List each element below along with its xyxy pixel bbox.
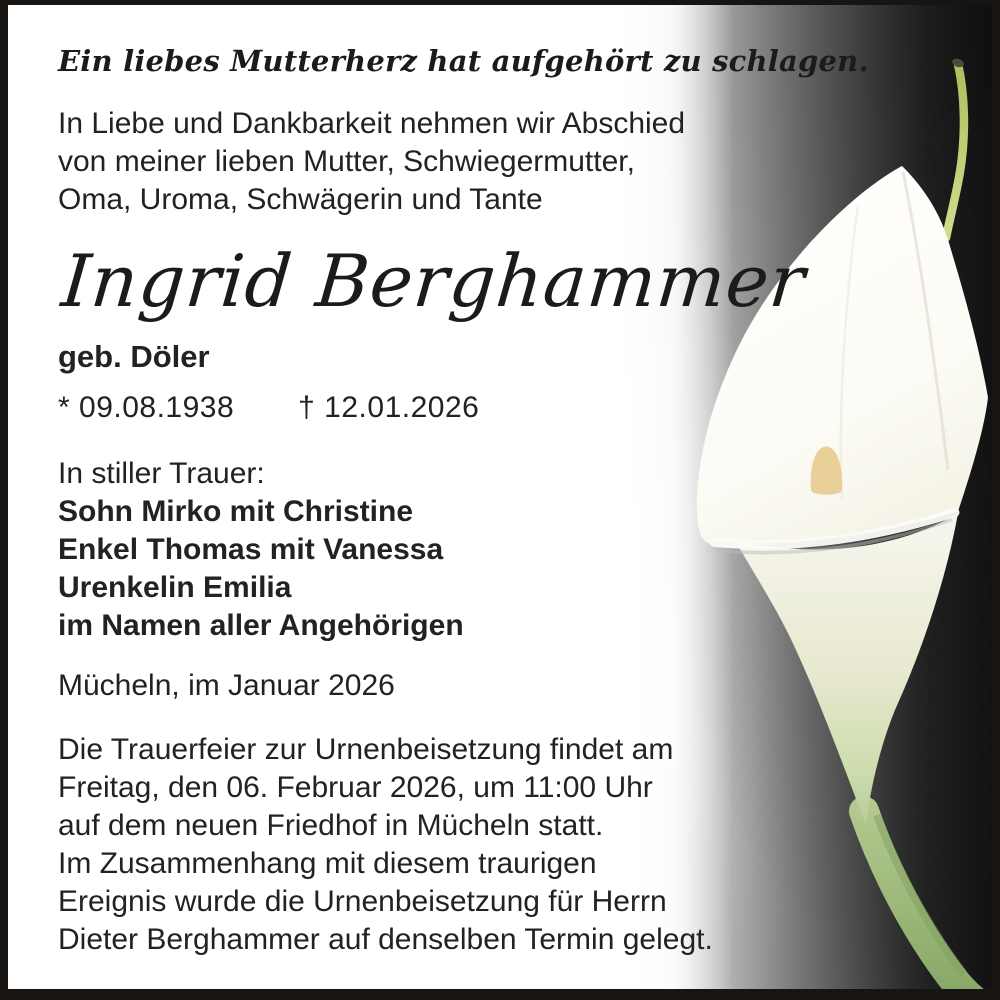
notice-paper (8, 5, 992, 989)
intro-line: In Liebe und Dankbarkeit nehmen wir Abschied (58, 107, 686, 140)
epitaph: Ein liebes Mutterherz hat aufgehört zu schlagen. (58, 44, 869, 78)
funeral-line: auf dem neuen Friedhof in Mücheln statt. (58, 809, 604, 842)
deceased-name: Ingrid Berghammer (58, 239, 809, 323)
maiden-name: geb. Döler (58, 339, 210, 374)
intro-text (58, 105, 992, 219)
notice-content (8, 5, 992, 959)
funeral-line: Freitag, den 06. Februar 2026, um 11:00 Uhr (58, 771, 653, 804)
intro-line: von meiner lieben Mutter, Schwiegermutter, (58, 145, 635, 178)
place-date: Mücheln, im Januar 2026 (58, 669, 395, 702)
funeral-info (58, 731, 992, 959)
funeral-line: Ereignis wurde die Urnenbeisetzung für Herrn (58, 885, 667, 918)
funeral-line: Im Zusammenhang mit diesem traurigen (58, 847, 597, 880)
funeral-line: Dieter Berghammer auf denselben Termin gelegt. (58, 923, 713, 956)
mourners-list (58, 493, 992, 645)
intro-line: Oma, Uroma, Schwägerin und Tante (58, 183, 543, 216)
death-date: † 12.01.2026 (298, 391, 480, 424)
life-dates (58, 389, 992, 427)
mourner-line: im Namen aller Angehörigen (58, 609, 464, 642)
mourner-line: Sohn Mirko mit Christine (58, 495, 414, 528)
funeral-line: Die Trauerfeier zur Urnenbeisetzung findet am (58, 733, 674, 766)
mourner-line: Urenkelin Emilia (58, 571, 292, 604)
mourning-label: In stiller Trauer: (58, 457, 265, 490)
mourner-line: Enkel Thomas mit Vanessa (58, 533, 444, 566)
birth-date: * 09.08.1938 (58, 391, 235, 424)
